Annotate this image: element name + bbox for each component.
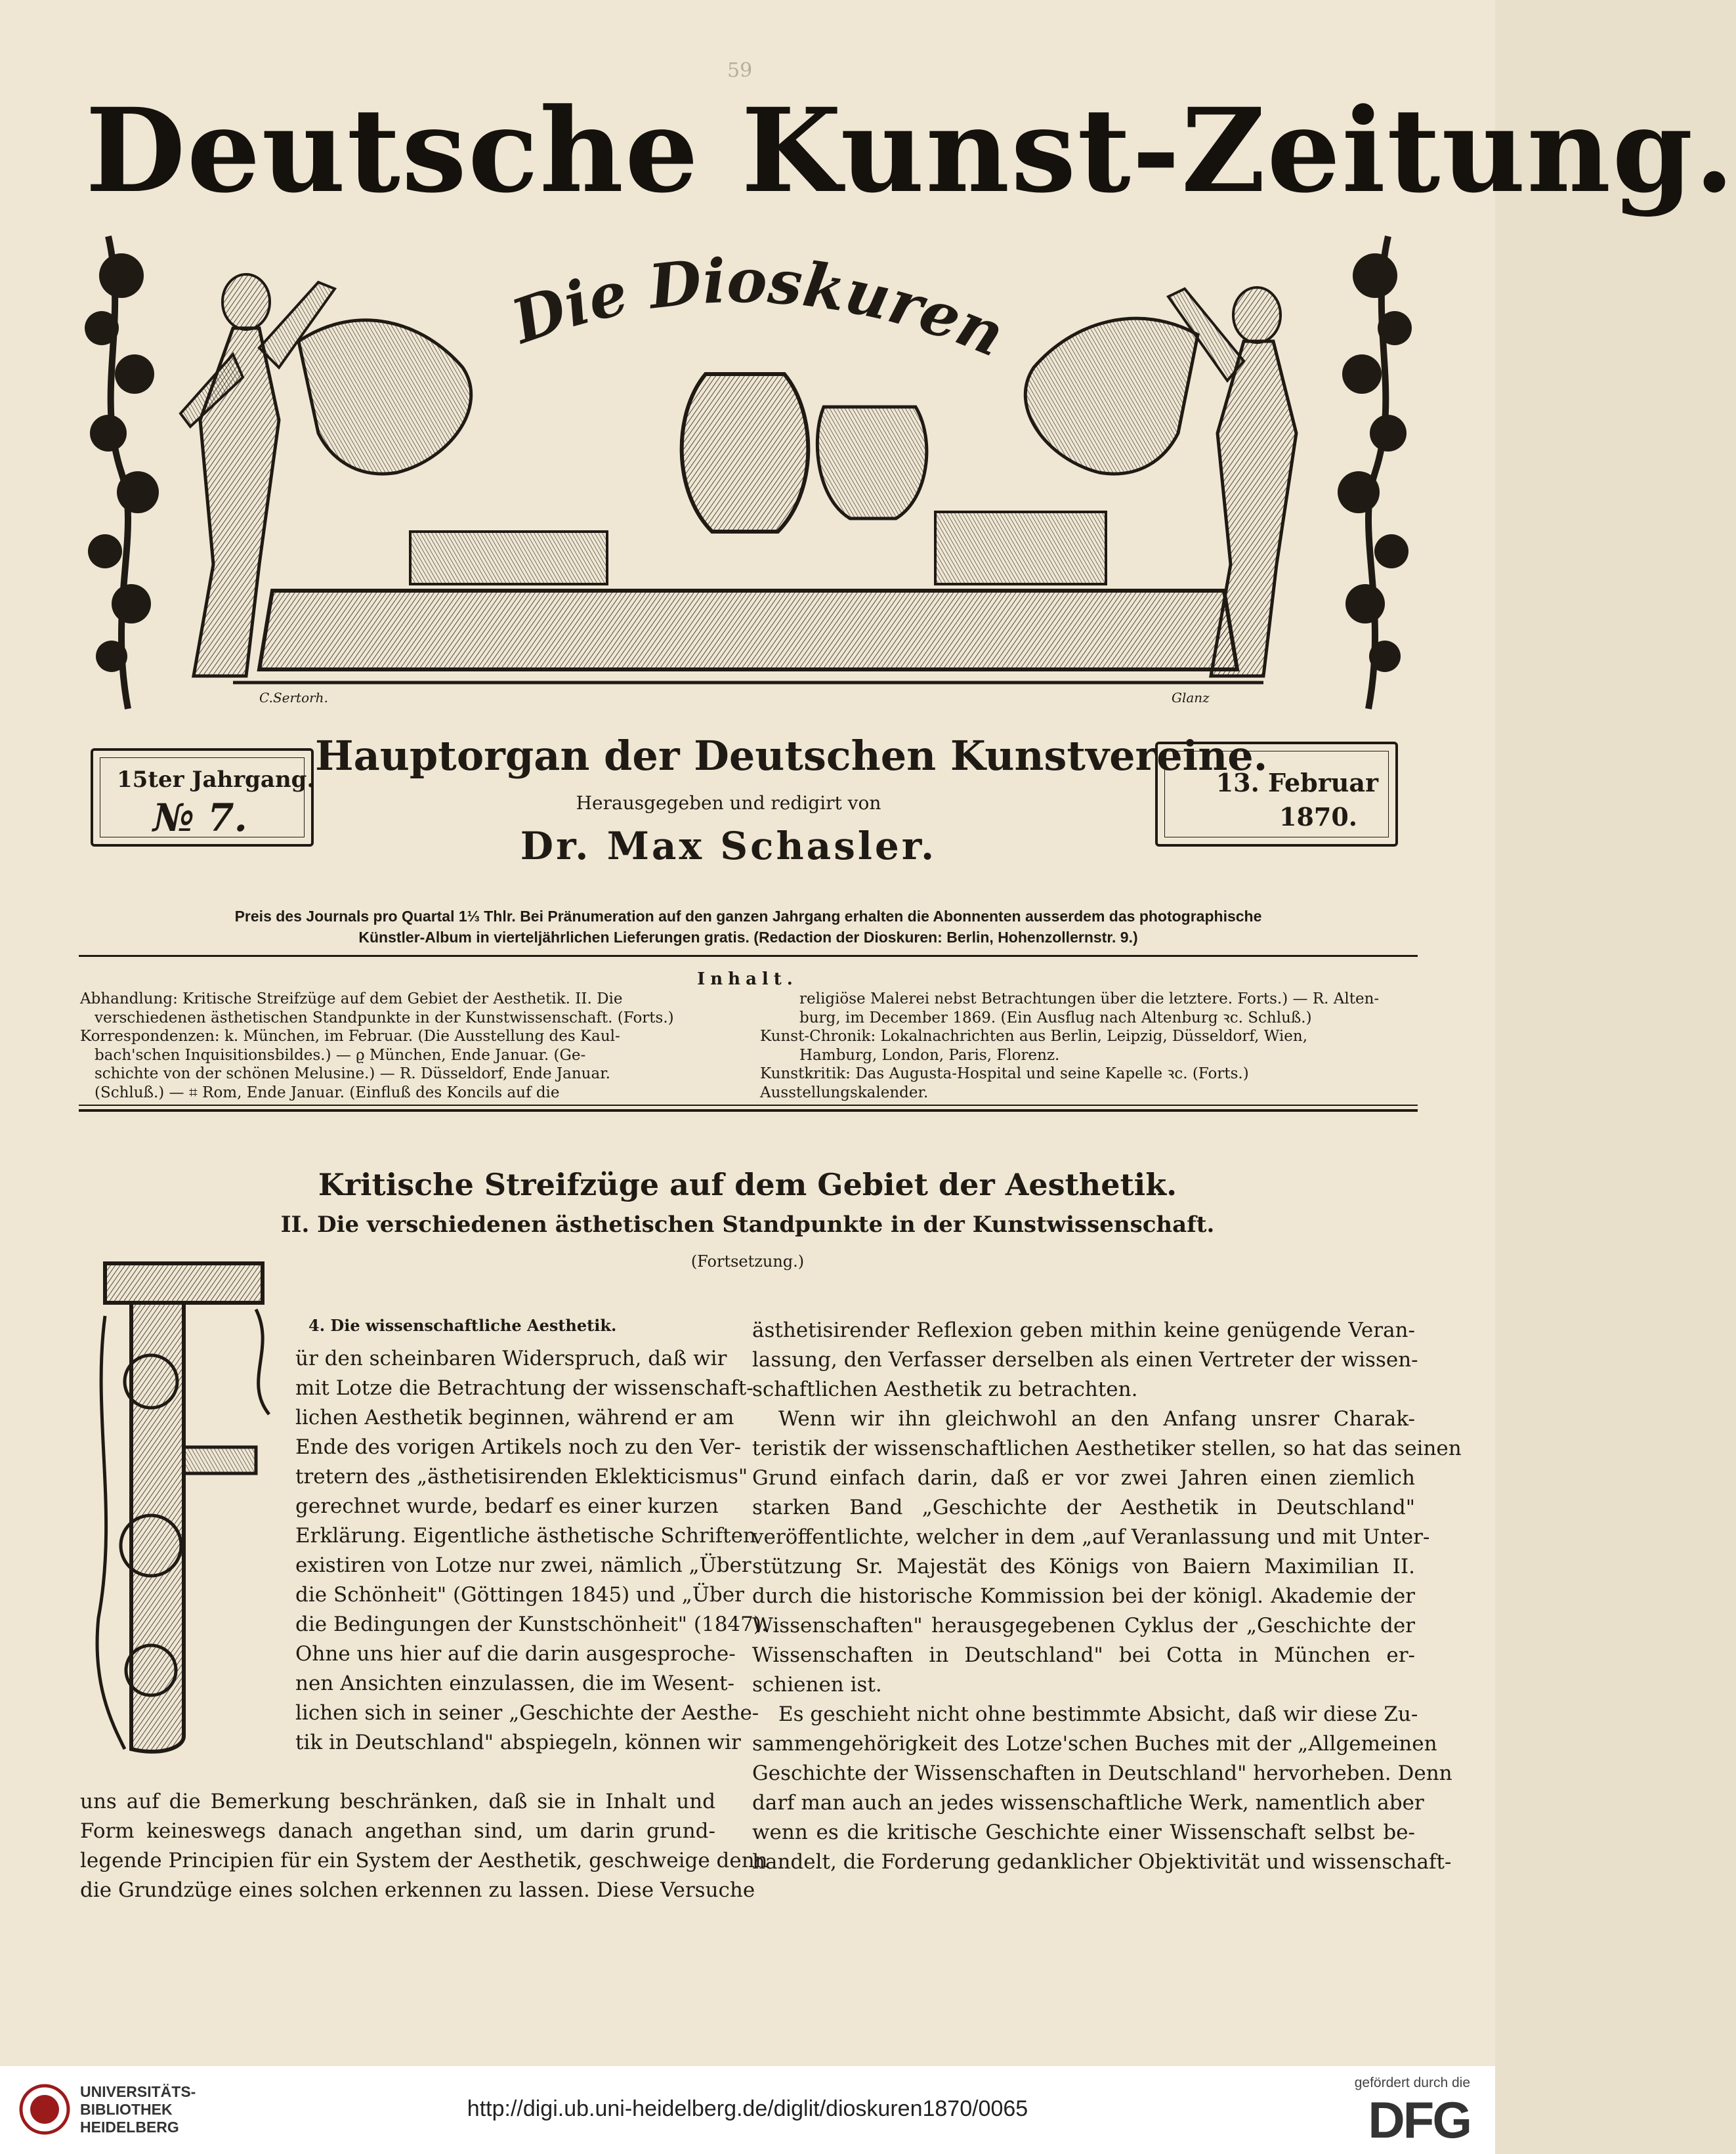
toc-line: religiöse Malerei nebst Betrachtungen über die letztere. Forts.) — R. Alten- — [799, 990, 1380, 1007]
library-footer — [0, 2066, 1495, 2154]
text-line: die Grundzüge eines solchen erkennen zu lassen. Diese Versuche — [80, 1878, 755, 1902]
contents-heading: Inhalt. — [697, 969, 798, 989]
article-continued-note: (Fortsetzung.) — [690, 1252, 805, 1271]
text-line: die Bedingungen der Kunstschönheit" (1847). — [295, 1613, 768, 1636]
article-column-c — [752, 1316, 1462, 1877]
text-line: lichen sich in seiner „Geschichte der Aesthe- — [295, 1701, 759, 1725]
funding-caption: gefördert durch die — [1354, 2075, 1470, 2090]
text-line: ästhetisirender Reflexion geben mithin keine genügende Veran- — [752, 1319, 1415, 1342]
toc-line: Hamburg, London, Paris, Florenz. — [799, 1046, 1060, 1064]
text-line: schienen ist. — [752, 1673, 882, 1697]
text-line: nen Ansichten einzulassen, die im Wesent- — [295, 1672, 734, 1695]
text-line: darf man auch an jedes wissenschaftliche Werk, namentlich aber — [752, 1791, 1424, 1815]
text-line: uns auf die Bemerkung beschränken, daß sie in Inhalt und — [80, 1790, 715, 1813]
toc-line: bach'schen Inquisitionsbildes.) — ϱ München, Ende Januar. (Ge- — [95, 1046, 586, 1064]
left-vine-ornament — [85, 236, 159, 709]
dfg-logo: DFG — [1368, 2091, 1470, 2149]
text-line: mit Lotze die Betrachtung der wissenschaft- — [295, 1376, 753, 1400]
text-line: stützung Sr. Majestät des Königs von Baiern Maximilian II. — [752, 1555, 1415, 1578]
edited-by-line: Herausgegeben und redigirt von — [576, 792, 881, 814]
price-line: Künstler-Album in vierteljährlichen Lieferungen gratis. (Redaction der Dioskuren: Berlin, Hohenzollernstr. 9.) — [358, 929, 1138, 946]
text-line: ür den scheinbaren Widerspruch, daß wir — [295, 1347, 727, 1370]
text-line: sammengehörigkeit des Lotze'schen Buches mit der „Allgemeinen — [752, 1732, 1437, 1756]
text-line: gerechnet wurde, bedarf es einer kurzen — [295, 1494, 719, 1518]
editor-name: Dr. Max Schasler. — [520, 824, 937, 868]
masthead-engraving — [82, 223, 1414, 722]
issue-year: 1870. — [1279, 802, 1357, 832]
article-column-b — [80, 1787, 768, 1905]
library-name-line: HEIDELBERG — [80, 2119, 179, 2136]
text-line: Es geschieht nicht ohne bestimmte Absicht, daß wir diese Zu- — [778, 1702, 1418, 1726]
text-line: lassung, den Verfasser derselben als einen Vertreter der wissen- — [752, 1348, 1418, 1372]
toc-line: burg, im December 1869. (Ein Ausflug nach Altenburg ꝛc. Schluß.) — [799, 1009, 1312, 1026]
text-line: veröffentlichte, welcher in dem „auf Veranlassung und mit Unter- — [752, 1525, 1430, 1549]
text-line: die Schönheit" (Göttingen 1845) und „Über — [295, 1583, 744, 1607]
text-line: durch die historische Kommission bei der königl. Akademie der — [752, 1584, 1415, 1608]
price-line: Preis des Journals pro Quartal 1⅓ Thlr. Bei Pränumeration auf den ganzen Jahrgang erhalten die Abonnenten ausserdem das photographische — [234, 908, 1262, 925]
article-title: Kritische Streifzüge auf dem Gebiet der Aesthetik. — [318, 1167, 1177, 1202]
volume-year: 15ter Jahrgang. — [117, 767, 315, 793]
decorative-initial-f — [92, 1250, 289, 1762]
divider-rule — [79, 955, 1418, 957]
text-line: Wissenschaften in Deutschland" bei Cotta in München er- — [752, 1643, 1415, 1667]
text-line: Ende des vorigen Artikels noch zu den Ver- — [295, 1435, 742, 1459]
library-name-line: UNIVERSITÄTS- — [80, 2083, 196, 2100]
divider-rule — [79, 1109, 1418, 1112]
masthead-subtitle — [501, 245, 1014, 371]
text-line: Wissenschaften" herausgegebenen Cyklus der „Geschichte der — [752, 1614, 1415, 1637]
engraver-signature-right: Glanz — [1172, 690, 1210, 706]
divider-rule — [79, 1105, 1418, 1106]
text-line: Erklärung. Eigentliche ästhetische Schriften — [295, 1524, 756, 1548]
section-heading: 4. Die wissenschaftliche Aesthetik. — [308, 1316, 617, 1335]
text-line: tretern des „ästhetisirenden Eklekticismus" — [295, 1465, 748, 1489]
library-name-line: BIBLIOTHEK — [80, 2101, 173, 2118]
central-vase — [682, 374, 809, 532]
right-vine-ornament — [1338, 236, 1412, 709]
contents-right-column — [760, 990, 1423, 1102]
toc-line: Kunstkritik: Das Augusta-Hospital und seine Kapelle ꝛc. (Forts.) — [760, 1065, 1249, 1082]
text-line: legende Principien für ein System der Aesthetik, geschweige denn — [80, 1849, 768, 1872]
contents-left-column — [80, 990, 723, 1102]
text-line: Grund einfach darin, daß er vor zwei Jahren einen ziemlich — [752, 1466, 1415, 1490]
right-horse — [1025, 318, 1198, 474]
text-line: teristik der wissenschaftlichen Aesthetiker stellen, so hat das seinen — [752, 1437, 1462, 1460]
toc-line: Kunst-Chronik: Lokalnachrichten aus Berlin, Leipzig, Düsseldorf, Wien, — [760, 1028, 1308, 1045]
toc-line: Ausstellungskalender. — [760, 1084, 929, 1101]
toc-line: (Schluß.) — ⌗ Rom, Ende Januar. (Einfluß des Koncils auf die — [95, 1084, 560, 1101]
issue-date: 13. Februar — [1216, 768, 1378, 797]
text-line: starken Band „Geschichte der Aesthetik in Deutschland" — [752, 1496, 1415, 1519]
engraver-signature-left: C.Sertorh. — [259, 690, 328, 706]
organ-line: Hauptorgan der Deutschen Kunstvereine. — [315, 732, 1268, 780]
toc-line: Abhandlung: Kritische Streifzüge auf dem Gebiet der Aesthetik. II. Die — [80, 990, 623, 1007]
text-line: existiren von Lotze nur zwei, nämlich „Über — [295, 1553, 752, 1577]
masthead-subtitle-text: Die Dioskuren — [503, 245, 1014, 371]
issue-number: № 7. — [153, 795, 247, 840]
text-line: tik in Deutschland" abspiegeln, können wir — [295, 1731, 741, 1754]
text-line: schaftlichen Aesthetik zu betrachten. — [752, 1378, 1138, 1401]
toc-line: schichte von der schönen Melusine.) — R. Düsseldorf, Ende Januar. — [95, 1065, 610, 1082]
text-line: wenn es die kritische Geschichte einer Wissenschaft selbst be- — [752, 1821, 1415, 1844]
text-line: Ohne uns hier auf die darin ausgesproche- — [295, 1642, 736, 1666]
article-subtitle: II. Die verschiedenen ästhetischen Standpunkte in der Kunstwissenschaft. — [280, 1212, 1215, 1238]
text-line: Geschichte der Wissenschaften in Deutschland" hervorheben. Denn — [752, 1762, 1452, 1785]
text-line: lichen Aesthetik beginnen, während er am — [295, 1406, 734, 1429]
toc-line: verschiedenen ästhetischen Standpunkte in der Kunstwissenschaft. (Forts.) — [95, 1009, 674, 1026]
toc-line: Korrespondenzen: k. München, im Februar. (Die Ausstellung des Kaul- — [80, 1028, 620, 1045]
masthead-title: Deutsche Kunst-Zeitung. — [85, 83, 1736, 219]
text-line: Form keineswegs danach angethan sind, um darin grund- — [80, 1819, 715, 1843]
masthead — [85, 79, 1736, 223]
left-horse — [299, 320, 471, 474]
right-vase — [817, 407, 927, 518]
permalink-url[interactable]: http://digi.ub.uni-heidelberg.de/diglit/dioskuren1870/0065 — [467, 2096, 1028, 2121]
text-line: Wenn wir ihn gleichwohl an den Anfang unsrer Charak- — [778, 1407, 1415, 1431]
subscription-price-notice — [79, 906, 1418, 948]
volume-issue-box — [91, 748, 314, 847]
page-number: 59 — [727, 59, 753, 82]
issue-date-box — [1155, 742, 1398, 847]
article-column-a — [295, 1344, 768, 1758]
text-line: handelt, die Forderung gedanklicher Objektivität und wissenschaft- — [752, 1850, 1452, 1874]
still-life-table — [259, 591, 1237, 669]
